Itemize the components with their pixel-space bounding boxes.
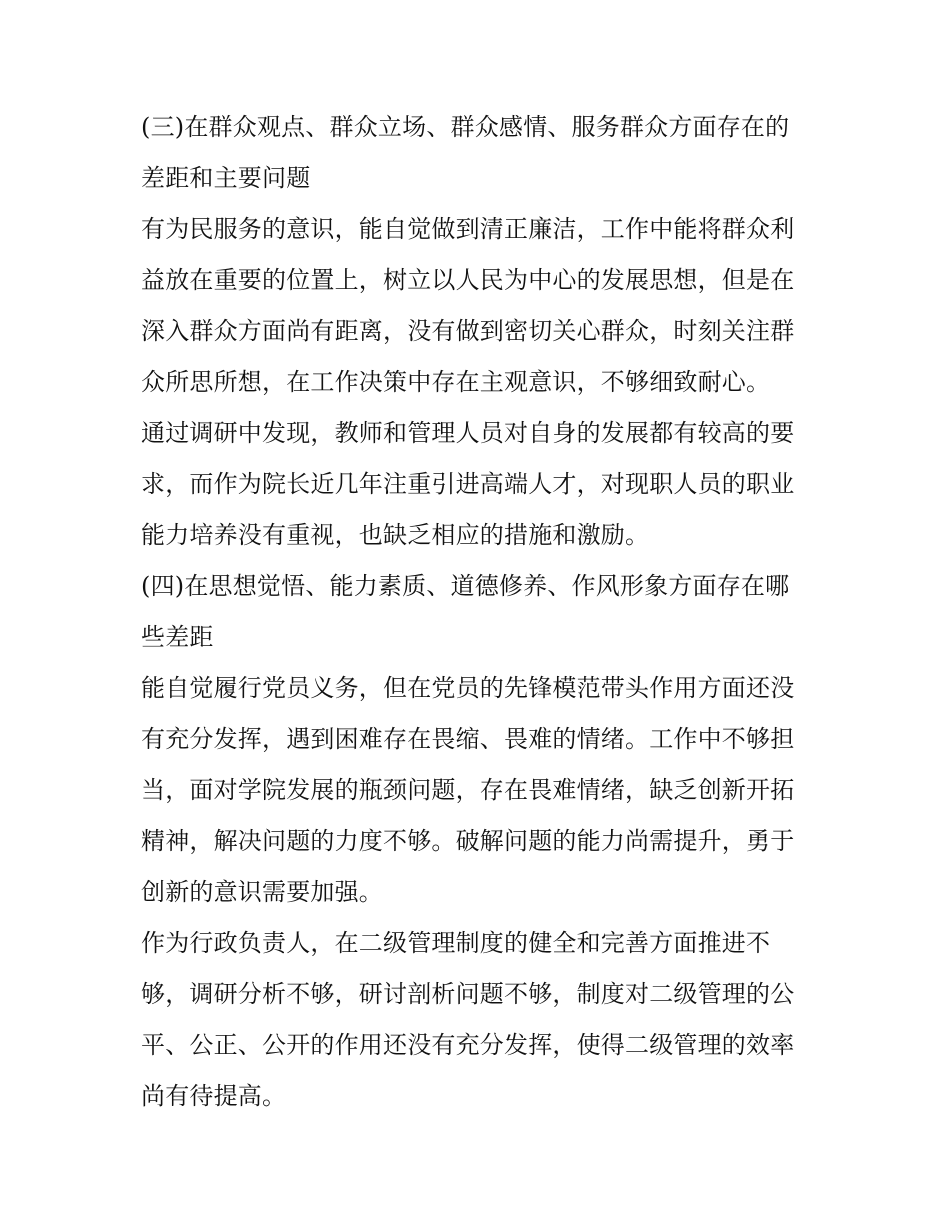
paragraph-line: 作为行政负责人，在二级管理制度的健全和完善方面推进不 bbox=[141, 929, 771, 957]
section-heading-3-line-2: 差距和主要问题 bbox=[141, 164, 311, 192]
paragraph-line: 有为民服务的意识，能自觉做到清正廉洁，工作中能将群众利 bbox=[141, 215, 795, 243]
paragraph-line: 精神，解决问题的力度不够。破解问题的能力尚需提升，勇于 bbox=[141, 827, 795, 855]
document-body bbox=[141, 102, 821, 1122]
paragraph-line: 能自觉履行党员义务，但在党员的先锋模范带头作用方面还没 bbox=[141, 674, 795, 702]
paragraph-line: 有充分发挥，遇到困难存在畏缩、畏难的情绪。工作中不够担 bbox=[141, 725, 795, 753]
section-heading-4-line-2: 些差距 bbox=[141, 623, 214, 651]
paragraph-line: 创新的意识需要加强。 bbox=[141, 878, 383, 906]
paragraph-line: 尚有待提高。 bbox=[141, 1082, 287, 1110]
paragraph-line: 当，面对学院发展的瓶颈问题，存在畏难情绪，缺乏创新开拓 bbox=[141, 776, 795, 804]
paragraph-line: 众所思所想，在工作决策中存在主观意识，不够细致耐心。 bbox=[141, 368, 771, 396]
paragraph-line: 平、公正、公开的作用还没有充分发挥，使得二级管理的效率 bbox=[141, 1031, 795, 1059]
paragraph-line: 求，而作为院长近几年注重引进高端人才，对现职人员的职业 bbox=[141, 470, 795, 498]
paragraph-line: 深入群众方面尚有距离，没有做到密切关心群众，时刻关注群 bbox=[141, 317, 795, 345]
paragraph-line: 能力培养没有重视，也缺乏相应的措施和激励。 bbox=[141, 521, 650, 549]
section-heading-3-line-1: (三)在群众观点、群众立场、群众感情、服务群众方面存在的 bbox=[141, 113, 790, 141]
paragraph-line: 通过调研中发现，教师和管理人员对自身的发展都有较高的要 bbox=[141, 419, 795, 447]
section-heading-4-line-1: (四)在思想觉悟、能力素质、道德修养、作风形象方面存在哪 bbox=[141, 572, 790, 600]
paragraph-line: 够，调研分析不够，研讨剖析问题不够，制度对二级管理的公 bbox=[141, 980, 795, 1008]
paragraph-line: 益放在重要的位置上，树立以人民为中心的发展思想，但是在 bbox=[141, 266, 795, 294]
